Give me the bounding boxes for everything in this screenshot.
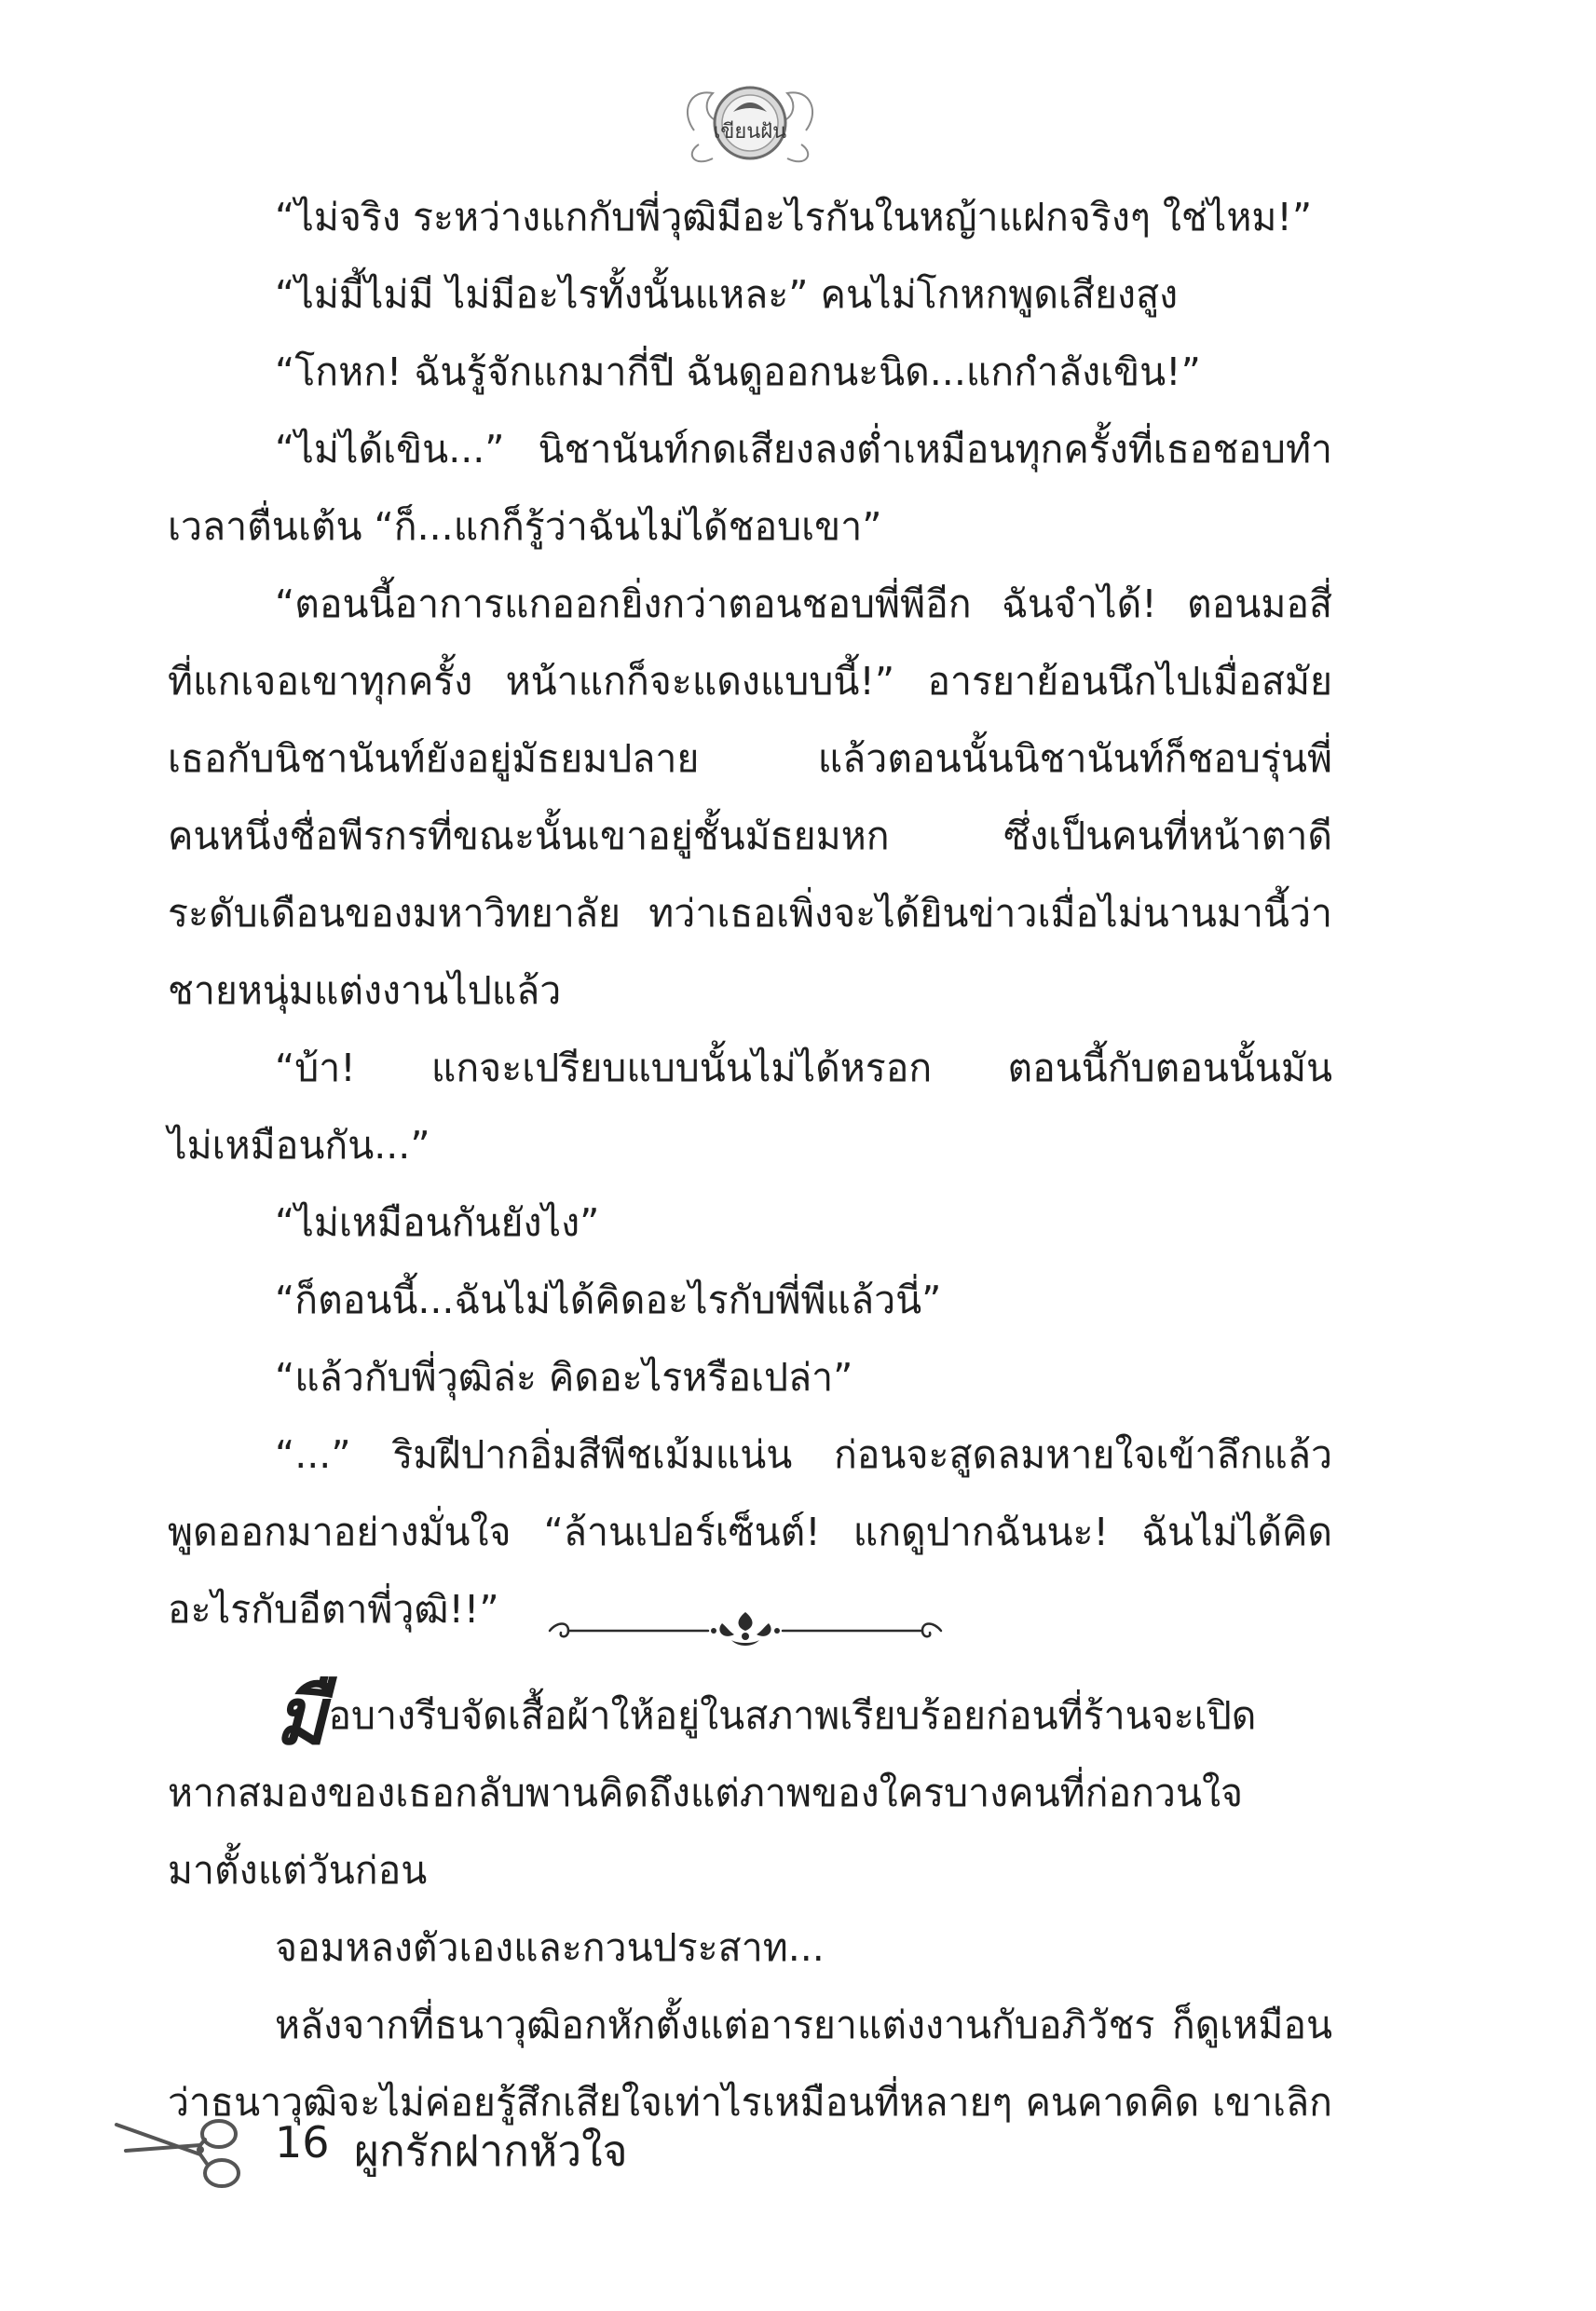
text-line: “ตอนนี้อาการแกออกยิ่งกว่าตอนชอบพี่พีอีก ฉันจำได้! ตอนมอสี่	[275, 581, 1332, 626]
text-line: “...” ริมฝีปากอิ่มสีพีชเม้มแน่น ก่อนจะสูดลมหายใจเข้าลึกแล้ว	[275, 1432, 1332, 1477]
page-footer	[112, 2097, 764, 2199]
text-line: “ก็ตอนนี้...ฉันไม่ได้คิดอะไรกับพี่พีแล้วนี่”	[275, 1278, 942, 1322]
text-line: “ไม่จริง ระหว่างแกกับพี่วุฒิมีอะไรกันในหญ้าแฝกจริงๆ ใช่ไหม!”	[275, 195, 1313, 239]
scissors-icon	[112, 2097, 252, 2199]
text-line: ว่าธนาวุฒิจะไม่ค่อยรู้สึกเสียใจเท่าไรเหมือนที่หลายๆ คนคาดคิด เขาเลิก	[168, 2080, 1332, 2125]
drop-cap: มื	[275, 1670, 327, 1762]
logo-text: เขียนฝัน	[713, 120, 787, 144]
text-line: ที่แกเจอเขาทุกครั้ง หน้าแกก็จะแดงแบบนี้!” อารยาย้อนนึกไปเมื่อสมัย	[168, 659, 1332, 704]
text-line: หากสมองของเธอกลับพานคิดถึงแต่ภาพของใครบางคนที่ก่อกวนใจ	[168, 1771, 1244, 1815]
text-line: ระดับเดือนของมหาวิทยาลัย ทว่าเธอเพิ่งจะได้ยินข่าวเมื่อไม่นานมานี้ว่า	[168, 891, 1332, 936]
text-line: “แล้วกับพี่วุฒิล่ะ คิดอะไรหรือเปล่า”	[275, 1355, 853, 1400]
text-line: คนหนึ่งชื่อพีรกรที่ขณะนั้นเขาอยู่ชั้นมัธยมหก ซึ่งเป็นคนที่หน้าตาดี	[168, 814, 1332, 858]
section-divider-ornament	[540, 1603, 950, 1659]
text-line	[168, 1670, 1332, 1762]
text-line-rest: อบางรีบจัดเสื้อผ้าให้อยู่ในสภาพเรียบร้อยก่อนที่ร้านจะเปิด	[328, 1693, 1257, 1738]
text-line: “โกหก! ฉันรู้จักแกมากี่ปี ฉันดูออกนะนิด...แกกำลังเขิน!”	[275, 349, 1201, 394]
book-title: ผูกรักฝากหัวใจ	[354, 2126, 628, 2176]
text-line: อะไรกับอีตาพี่วุฒิ!!”	[168, 1587, 499, 1632]
text-line: “ไม่ได้เขิน...” นิชานันท์กดเสียงลงต่ำเหมือนทุกครั้งที่เธอชอบทำ	[275, 427, 1332, 472]
text-line: หลังจากที่ธนาวุฒิอกหักตั้งแต่อารยาแต่งงานกับอภิวัชร ก็ดูเหมือน	[275, 2003, 1332, 2047]
body-text-section-1	[168, 179, 1332, 1648]
text-line: มาตั้งแต่วันก่อน	[168, 1848, 428, 1893]
text-line: ชายหนุ่มแต่งงานไปแล้ว	[168, 968, 562, 1013]
text-line: พูดออกมาอย่างมั่นใจ “ล้านเปอร์เซ็นต์! แกดูปากฉันนะ! ฉันไม่ได้คิด	[168, 1510, 1332, 1554]
text-line: จอมหลงตัวเองและกวนประสาท...	[275, 1925, 825, 1970]
text-line: “ไม่เหมือนกันยังไง”	[275, 1200, 600, 1245]
page-number: 16	[275, 2117, 330, 2167]
text-line: ไม่เหมือนกัน...”	[168, 1123, 430, 1168]
body-text-section-2	[168, 1670, 1332, 2141]
text-line: “ไม่มี้ไม่มี ไม่มีอะไรทั้งนั้นแหละ” คนไม่โกหกพูดเสียงสูง	[275, 272, 1179, 317]
text-line: เวลาตื่นเต้น “ก็...แกก็รู้ว่าฉันไม่ได้ชอบเขา”	[168, 504, 882, 549]
text-line: “บ้า! แกจะเปรียบแบบนั้นไม่ได้หรอก ตอนนี้กับตอนนั้นมัน	[275, 1046, 1332, 1090]
publisher-logo	[675, 65, 825, 177]
text-line: เธอกับนิชานันท์ยังอยู่มัธยมปลาย แล้วตอนนั้นนิชานันท์ก็ชอบรุ่นพี่	[168, 736, 1332, 781]
